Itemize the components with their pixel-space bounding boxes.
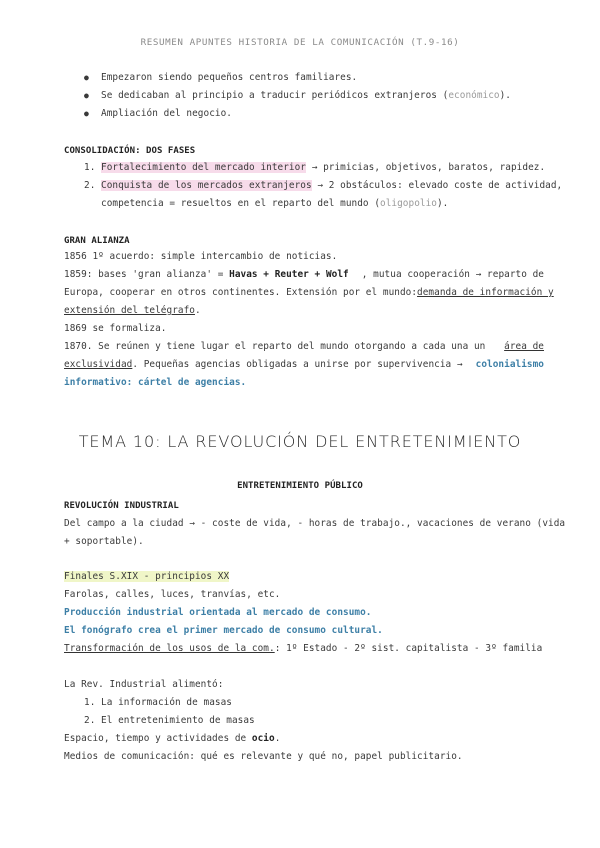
list-item: El entretenimiento de masas	[101, 715, 255, 726]
section-heading-centered: ENTRETENIMIENTO PÚBLICO	[237, 481, 363, 491]
list-number: 1.	[84, 697, 96, 708]
section-heading: GRAN ALIANZA	[64, 236, 130, 246]
paragraph-line: Del campo a la ciudad → - coste de vida, - horas de trabajo., vacaciones de verano (vida	[64, 518, 566, 529]
blue-emphasis: colonialismo	[475, 359, 544, 370]
underlined-phrase: demanda de información y	[417, 287, 554, 298]
paragraph-line: extensión del telégrafo.	[64, 305, 201, 316]
list-item: Fortalecimiento del mercado interior → primicias, objetivos, baratos, rapidez.	[101, 162, 546, 173]
paragraph-line: 1859: bases 'gran alianza' = Havas + Reuter + Wolf , mutua cooperación → reparto de	[64, 269, 544, 280]
highlighted-phrase: Finales S.XIX - principios XX	[64, 571, 230, 582]
list-number: 2.	[84, 715, 96, 726]
paragraph-line: Europa, cooperar en otros continentes. Extensión por el mundo: demanda de información y	[64, 287, 554, 298]
highlighted-phrase: Conquista de los mercados extranjeros	[101, 180, 312, 191]
paragraph-line: 1869 se formaliza.	[64, 323, 167, 334]
bullet-text: Empezaron siendo pequeños centros familiares.	[101, 72, 358, 83]
blue-emphasis: Producción industrial orientada al mercado de consumo.	[64, 607, 372, 618]
paragraph-line: Transformación de los usos de la com.: 1º Estado - 2º sist. capitalista - 3º familia	[64, 643, 543, 654]
paragraph-line: exclusividad. Pequeñas agencias obligadas a unirse por supervivencia → colonialismo	[64, 359, 544, 370]
paragraph-line: 1870. Se reúnen y tiene lugar el reparto del mundo otorgando a cada una un área de	[64, 341, 544, 352]
blue-emphasis: informativo: cártel de agencias.	[64, 377, 247, 388]
paragraph-line	[64, 571, 229, 583]
list-item-continuation: competencia = resueltos en el reparto del mundo (oligopolio).	[101, 198, 449, 209]
paragraph-line: La Rev. Industrial alimentó:	[64, 679, 224, 690]
bold-term: ocio	[251, 733, 275, 744]
list-item: Conquista de los mercados extranjeros → 2 obstáculos: elevado coste de actividad,	[101, 180, 563, 191]
agencies-names: Havas + Reuter + Wolf	[229, 269, 349, 280]
underlined-phrase: extensión del telégrafo	[64, 305, 195, 316]
paragraph-line: Medios de comunicación: qué es relevante y qué no, papel publicitario.	[64, 751, 463, 762]
bullet-text: Se dedicaban al principio a traducir periódicos extranjeros (económico).	[101, 90, 511, 101]
section-heading: REVOLUCIÓN INDUSTRIAL	[64, 501, 179, 511]
list-number: 1.	[84, 162, 96, 173]
bullet-dot: ●	[84, 91, 89, 100]
bullet-dot: ●	[84, 73, 89, 82]
underlined-phrase: área de	[504, 341, 544, 352]
list-number: 2.	[84, 180, 96, 191]
section-heading: CONSOLIDACIÓN: DOS FASES	[64, 146, 196, 156]
bullet-text: Ampliación del negocio.	[101, 108, 232, 119]
underlined-phrase: exclusividad	[64, 359, 133, 370]
gray-term: oligopolio	[380, 198, 437, 209]
paragraph-line: Farolas, calles, luces, tranvías, etc.	[64, 589, 281, 600]
bullet-dot: ●	[84, 109, 89, 118]
underlined-phrase: Transformación de los usos de la com.	[64, 643, 275, 654]
blue-emphasis: El fonógrafo crea el primer mercado de consumo cultural.	[64, 625, 383, 636]
paragraph-line: Espacio, tiempo y actividades de ocio.	[64, 733, 281, 744]
list-item: La información de masas	[101, 697, 232, 708]
page-header: RESUMEN APUNTES HISTORIA DE LA COMUNICACIÓN (T.9-16)	[140, 37, 460, 48]
paragraph-line: 1856 1º acuerdo: simple intercambio de noticias.	[64, 251, 338, 262]
highlighted-phrase: Fortalecimiento del mercado interior	[101, 162, 306, 173]
gray-term: económico	[448, 90, 500, 101]
paragraph-line: + soportable).	[64, 536, 144, 547]
chapter-title: TEMA 10: LA REVOLUCIÓN DEL ENTRETENIMIENTO	[78, 432, 522, 451]
